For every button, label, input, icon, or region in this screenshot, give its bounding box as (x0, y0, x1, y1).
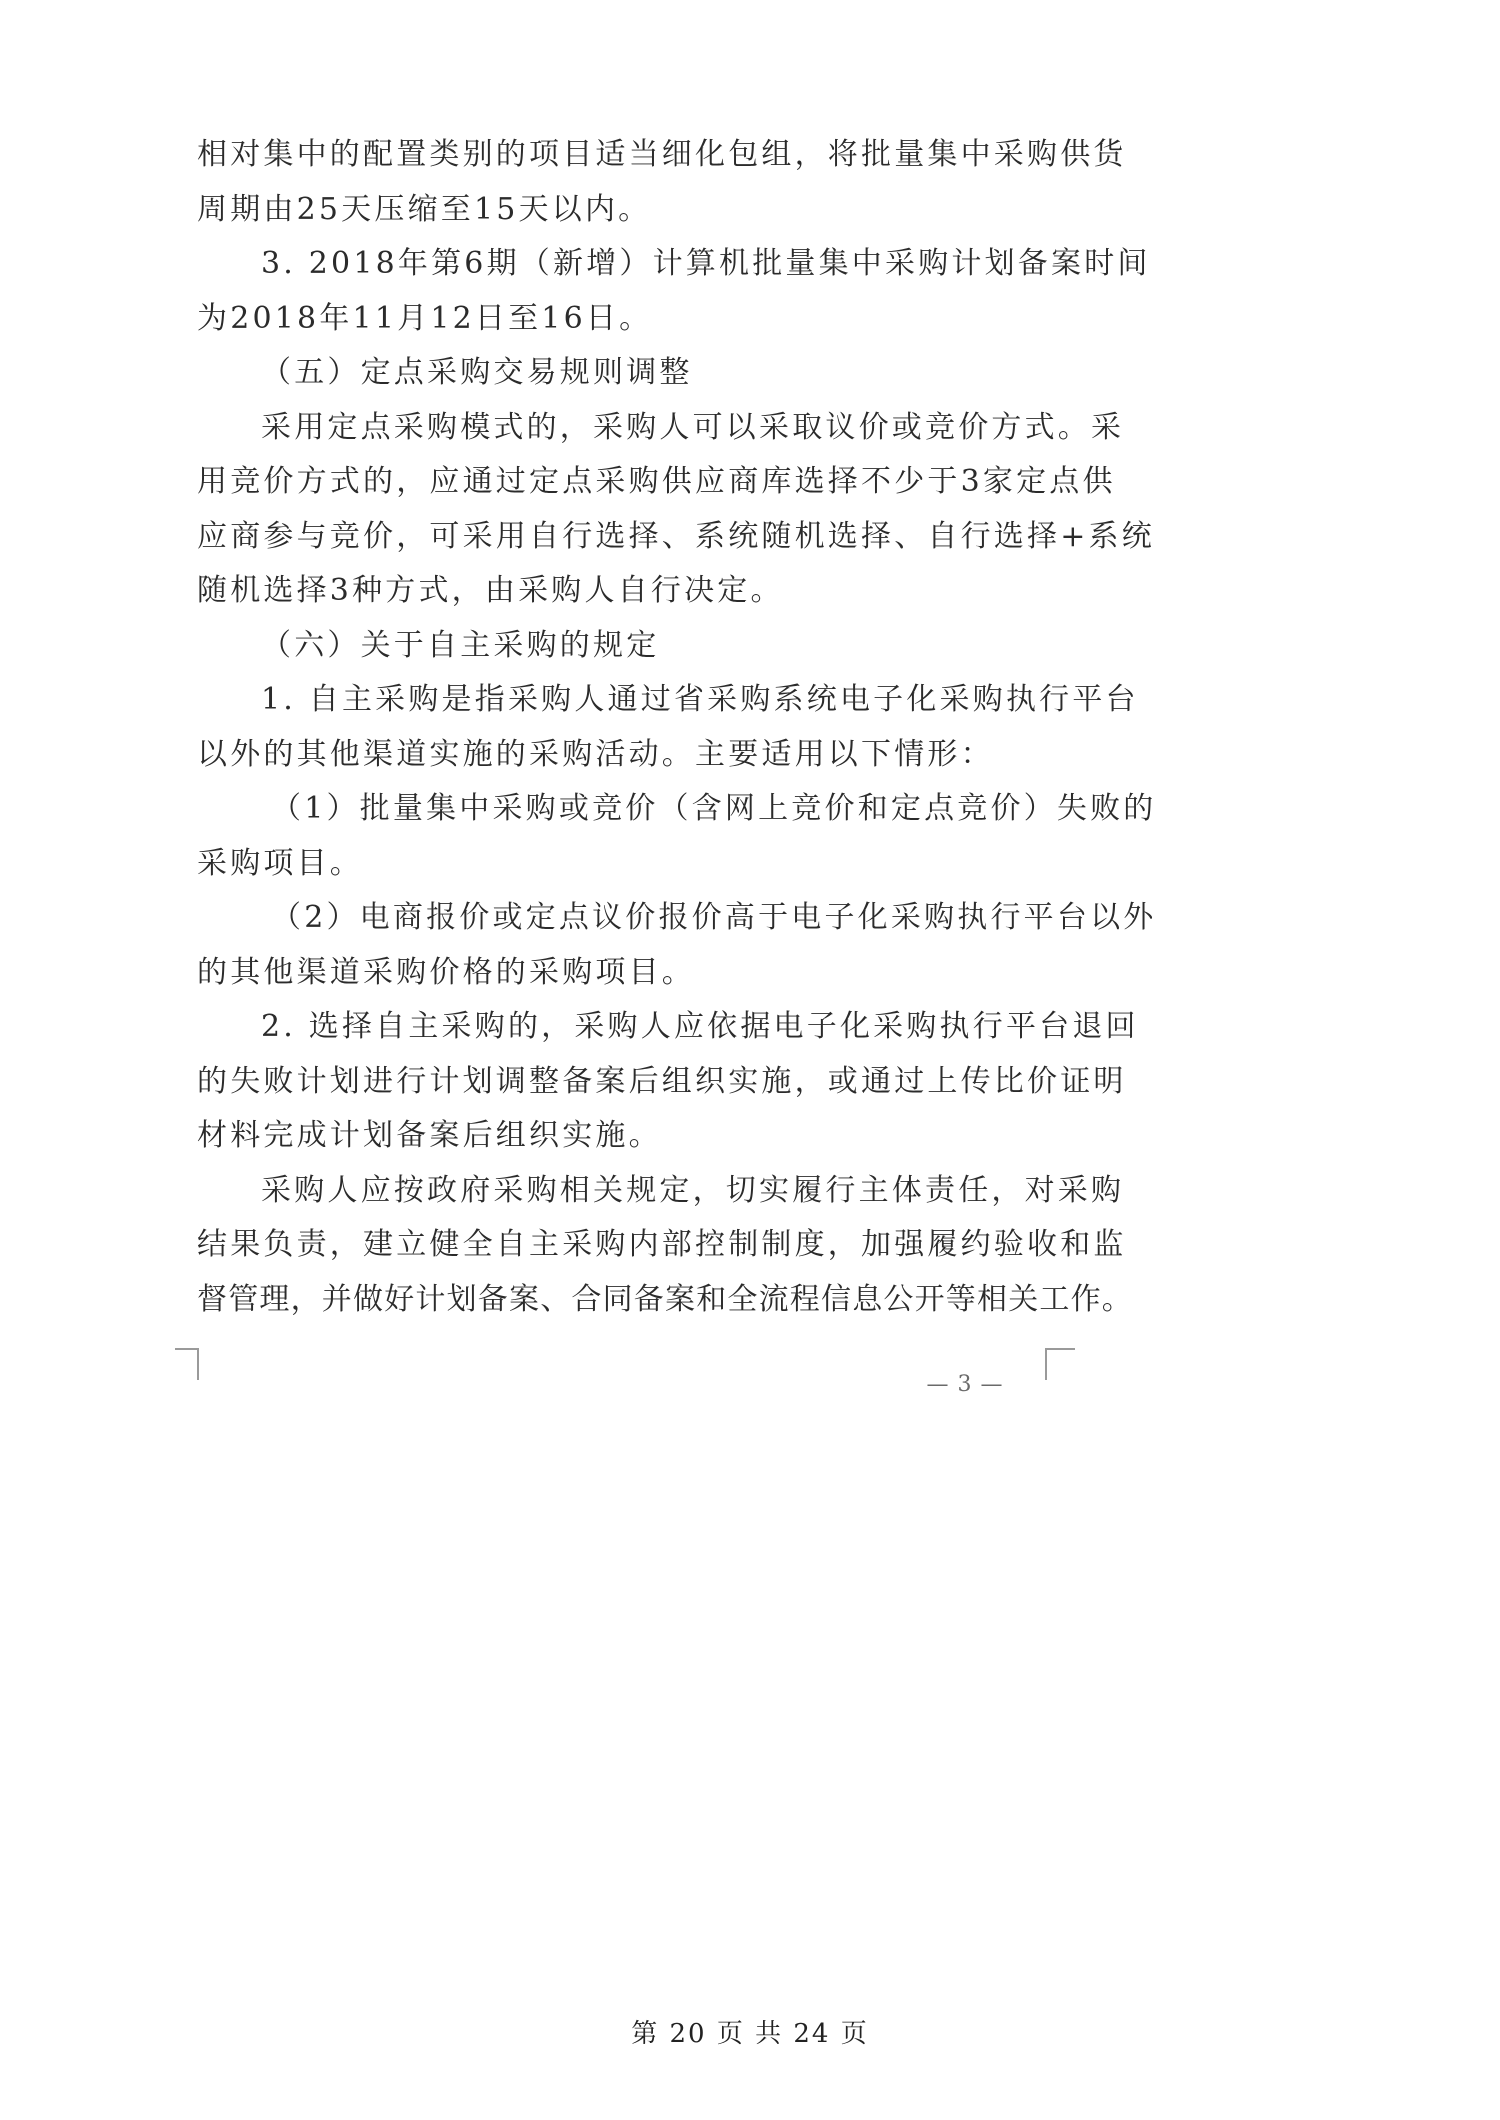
paragraph-line: （1）批量集中采购或竞价（含网上竞价和定点竞价）失败的 (271, 791, 1157, 826)
inner-page-number: — 3 — (926, 1372, 1004, 1397)
paragraph-line: 2. 选择自主采购的，采购人应依据电子化采购执行平台退回 (261, 1009, 1139, 1044)
paragraph-line: 采用定点采购模式的，采购人可以采取议价或竞价方式。采 (261, 409, 1125, 445)
paragraph-line: 相对集中的配置类别的项目适当细化包组，将批量集中采购供货 (197, 137, 1127, 172)
paragraph-line: 督管理，并做好计划备案、合同备案和全流程信息公开等相关工作。 (197, 1281, 1133, 1317)
paragraph-line: 结果负责，建立健全自主采购内部控制制度，加强履约验收和监 (197, 1227, 1127, 1262)
paragraph-line: 的其他渠道采购价格的采购项目。 (197, 954, 695, 990)
paragraph-line: 的失败计划进行计划调整备案后组织实施，或通过上传比价证明 (197, 1063, 1127, 1099)
paragraph-line: （2）电商报价或定点议价报价高于电子化采购执行平台以外 (271, 900, 1157, 935)
section-heading: （五）定点采购交易规则调整 (261, 355, 693, 390)
page-footer: 第 20 页 共 24 页 (631, 2019, 869, 2049)
paragraph-line: 周期由25天压缩至15天以内。 (197, 191, 652, 227)
paragraph-line: 以外的其他渠道实施的采购活动。主要适用以下情形： (197, 736, 994, 772)
crop-mark-left (175, 1348, 199, 1380)
crop-mark-right (1045, 1348, 1075, 1380)
paragraph-line: 应商参与竞价，可采用自行选择、系统随机选择、自行选择+系统 (197, 518, 1155, 554)
paragraph-line: 为2018年11月12日至16日。 (197, 300, 653, 336)
paragraph-line: 3. 2018年第6期（新增）计算机批量集中采购计划备案时间 (261, 246, 1151, 281)
paragraph-line: 采购人应按政府采购相关规定，切实履行主体责任，对采购 (261, 1172, 1125, 1208)
section-heading: （六）关于自主采购的规定 (261, 627, 660, 663)
paragraph-line: 用竞价方式的，应通过定点采购供应商库选择不少于3家定点供 (197, 464, 1116, 499)
document-body (197, 128, 1157, 1327)
paragraph-line: 1. 自主采购是指采购人通过省采购系统电子化采购执行平台 (261, 682, 1139, 717)
paragraph-line: 采购项目。 (197, 845, 363, 881)
paragraph-line: 材料完成计划备案后组织实施。 (197, 1118, 662, 1153)
paragraph-line: 随机选择3种方式，由采购人自行决定。 (197, 573, 784, 608)
